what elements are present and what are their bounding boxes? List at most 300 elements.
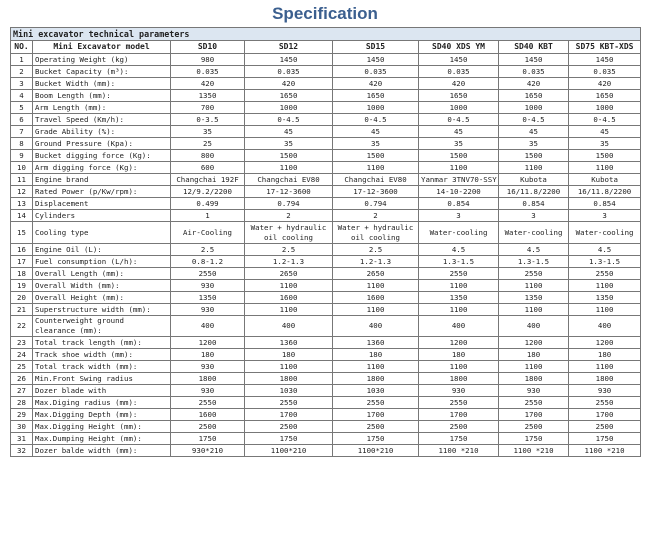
table-cell: 1360: [245, 337, 333, 349]
row-label: Dozer balde width (mm):: [33, 445, 171, 457]
table-cell: 800: [171, 150, 245, 162]
table-cell: 45: [569, 126, 641, 138]
table-cell: 1100 *210: [569, 445, 641, 457]
table-cell: 1360: [333, 337, 419, 349]
table-cell: 1800: [333, 373, 419, 385]
table-cell: 2550: [569, 397, 641, 409]
table-cell: 2550: [499, 397, 569, 409]
row-number: 23: [11, 337, 33, 349]
table-row: [11, 280, 641, 292]
table-cell: 0-4.5: [419, 114, 499, 126]
row-number: 9: [11, 150, 33, 162]
table-cell: 930: [171, 280, 245, 292]
table-cell: 400: [499, 316, 569, 337]
row-label: Boom Length (mm):: [33, 90, 171, 102]
table-cell: 1800: [245, 373, 333, 385]
row-number: 28: [11, 397, 33, 409]
table-row: [11, 445, 641, 457]
table-cell: 1.3-1.5: [569, 256, 641, 268]
row-label: Max.Dumping Height (mm):: [33, 433, 171, 445]
row-number: 10: [11, 162, 33, 174]
table-row: [11, 66, 641, 78]
table-cell: 45: [499, 126, 569, 138]
table-cell: 1100: [245, 361, 333, 373]
column-header: NO.: [11, 41, 33, 54]
table-cell: 0-4.5: [569, 114, 641, 126]
table-row: [11, 397, 641, 409]
table-row: [11, 210, 641, 222]
row-number: 6: [11, 114, 33, 126]
row-label: Overall Width (mm):: [33, 280, 171, 292]
row-number: 18: [11, 268, 33, 280]
table-cell: 2550: [419, 397, 499, 409]
table-cell: 2.5: [245, 244, 333, 256]
table-cell: 0.035: [333, 66, 419, 78]
row-label: Overall Length (mm):: [33, 268, 171, 280]
row-number: 8: [11, 138, 33, 150]
table-cell: 1500: [419, 150, 499, 162]
table-cell: 1450: [419, 54, 499, 66]
table-cell: 1800: [569, 373, 641, 385]
table-cell: 1100*210: [333, 445, 419, 457]
table-cell: 1100: [499, 361, 569, 373]
table-row: [11, 361, 641, 373]
table-row: [11, 304, 641, 316]
table-cell: Kubota: [499, 174, 569, 186]
table-cell: 1.2-1.3: [245, 256, 333, 268]
table-cell: 1100: [569, 361, 641, 373]
table-cell: 1100*210: [245, 445, 333, 457]
table-cell: 180: [333, 349, 419, 361]
row-label: Operating Weight (kg): [33, 54, 171, 66]
table-cell: 930: [171, 385, 245, 397]
table-cell: 16/11.8/2200: [499, 186, 569, 198]
row-label: Engine brand: [33, 174, 171, 186]
table-cell: 45: [419, 126, 499, 138]
table-cell: 1350: [171, 90, 245, 102]
table-cell: 1350: [171, 292, 245, 304]
table-cell: 1500: [499, 150, 569, 162]
table-cell: Water + hydraulic oil cooling: [245, 222, 333, 244]
table-cell: 2550: [245, 397, 333, 409]
table-cell: 1450: [245, 54, 333, 66]
table-cell: 1100: [333, 280, 419, 292]
table-row: [11, 174, 641, 186]
table-row: [11, 421, 641, 433]
table-cell: 0.854: [419, 198, 499, 210]
table-cell: 420: [333, 78, 419, 90]
table-row: [11, 268, 641, 280]
row-number: 27: [11, 385, 33, 397]
table-cell: 2550: [419, 268, 499, 280]
table-cell: 1700: [419, 409, 499, 421]
table-cell: Changchai 192F: [171, 174, 245, 186]
table-cell: 930: [171, 361, 245, 373]
table-cell: 1350: [499, 292, 569, 304]
table-cell: 1600: [171, 409, 245, 421]
row-label: Counterweight ground clearance (mm):: [33, 316, 171, 337]
table-cell: 2550: [171, 397, 245, 409]
table-row: [11, 186, 641, 198]
table-row: [11, 138, 641, 150]
table-cell: 3: [569, 210, 641, 222]
page-title: Specification: [272, 4, 378, 23]
table-cell: 35: [245, 138, 333, 150]
table-cell: 3: [499, 210, 569, 222]
table-cell: 1030: [245, 385, 333, 397]
table-row: [11, 244, 641, 256]
table-cell: 1100: [419, 361, 499, 373]
table-cell: 1100: [333, 361, 419, 373]
table-cell: 420: [569, 78, 641, 90]
table-cell: 930: [499, 385, 569, 397]
column-header: Mini Excavator model: [33, 41, 171, 54]
row-label: Arm digging force (Kg):: [33, 162, 171, 174]
table-cell: 4.5: [419, 244, 499, 256]
table-cell: 930*210: [171, 445, 245, 457]
column-header: SD75 KBT-XDS: [569, 41, 641, 54]
table-cell: 1800: [419, 373, 499, 385]
table-header-row: [11, 41, 641, 54]
table-cell: 1750: [569, 433, 641, 445]
table-cell: 400: [245, 316, 333, 337]
table-cell: 1600: [333, 292, 419, 304]
table-cell: 1450: [569, 54, 641, 66]
row-label: Overall Height (mm):: [33, 292, 171, 304]
table-cell: 1000: [419, 102, 499, 114]
table-cell: 1350: [419, 292, 499, 304]
row-label: Total track length (mm):: [33, 337, 171, 349]
table-cell: 1100: [245, 280, 333, 292]
table-row: [11, 162, 641, 174]
row-label: Grade Ability (%):: [33, 126, 171, 138]
table-cell: 930: [569, 385, 641, 397]
table-cell: 45: [333, 126, 419, 138]
table-cell: 4.5: [569, 244, 641, 256]
column-header: SD15: [333, 41, 419, 54]
table-cell: 400: [171, 316, 245, 337]
table-cell: 2550: [333, 397, 419, 409]
table-cell: 2550: [171, 268, 245, 280]
column-header: SD10: [171, 41, 245, 54]
table-cell: 700: [171, 102, 245, 114]
table-cell: 16/11.8/2200: [569, 186, 641, 198]
row-label: Max.Digging Height (mm):: [33, 421, 171, 433]
row-label: Rated Power (p/Kw/rpm):: [33, 186, 171, 198]
table-cell: 0.8-1.2: [171, 256, 245, 268]
table-cell: 1650: [569, 90, 641, 102]
table-cell: 1650: [333, 90, 419, 102]
column-header: SD40 KBT: [499, 41, 569, 54]
table-cell: 1500: [245, 150, 333, 162]
row-label: Bucket Width (mm):: [33, 78, 171, 90]
table-cell: 1750: [171, 433, 245, 445]
row-number: 15: [11, 222, 33, 244]
table-cell: 0.794: [245, 198, 333, 210]
row-number: 12: [11, 186, 33, 198]
table-cell: 2: [245, 210, 333, 222]
row-label: Max.Digging Depth (mm):: [33, 409, 171, 421]
table-cell: 0.035: [419, 66, 499, 78]
table-cell: 1750: [499, 433, 569, 445]
table-cell: 17-12-3600: [245, 186, 333, 198]
table-cell: 2650: [245, 268, 333, 280]
table-cell: 1200: [419, 337, 499, 349]
table-row: [11, 433, 641, 445]
table-cell: 1100: [245, 304, 333, 316]
table-cell: 1100 *210: [499, 445, 569, 457]
table-row: [11, 385, 641, 397]
table-cell: 25: [171, 138, 245, 150]
table-cell: 1100 *210: [419, 445, 499, 457]
table-cell: 45: [245, 126, 333, 138]
table-cell: Water-cooling: [419, 222, 499, 244]
table-cell: 35: [333, 138, 419, 150]
row-label: Superstructure width (mm):: [33, 304, 171, 316]
spec-table: [10, 27, 641, 457]
table-cell: 1200: [171, 337, 245, 349]
row-number: 22: [11, 316, 33, 337]
table-cell: 1100: [245, 162, 333, 174]
table-cell: 2550: [569, 268, 641, 280]
table-cell: 2: [333, 210, 419, 222]
row-number: 14: [11, 210, 33, 222]
table-cell: 1000: [333, 102, 419, 114]
table-cell: 420: [245, 78, 333, 90]
table-cell: 1800: [499, 373, 569, 385]
table-cell: 0.035: [171, 66, 245, 78]
table-cell: 0.035: [569, 66, 641, 78]
table-cell: Yanmar 3TNV70-SSY: [419, 174, 499, 186]
row-label: Bucket Capacity (m³):: [33, 66, 171, 78]
row-number: 30: [11, 421, 33, 433]
table-row: [11, 78, 641, 90]
table-cell: 1100: [419, 280, 499, 292]
row-number: 5: [11, 102, 33, 114]
table-row: [11, 222, 641, 244]
table-cell: 35: [499, 138, 569, 150]
table-cell: 1600: [245, 292, 333, 304]
table-cell: Changchai EV80: [333, 174, 419, 186]
table-cell: Water + hydraulic oil cooling: [333, 222, 419, 244]
table-cell: Air-Cooling: [171, 222, 245, 244]
table-cell: 1750: [419, 433, 499, 445]
table-row: [11, 54, 641, 66]
table-cell: 1200: [499, 337, 569, 349]
table-cell: 0-4.5: [499, 114, 569, 126]
row-label: Ground Pressure (Kpa):: [33, 138, 171, 150]
table-cell: 180: [245, 349, 333, 361]
table-cell: 1100: [499, 280, 569, 292]
table-cell: 1100: [499, 304, 569, 316]
table-row: [11, 373, 641, 385]
row-label: Travel Speed (Km/h):: [33, 114, 171, 126]
table-cell: 1100: [419, 162, 499, 174]
table-row: [11, 150, 641, 162]
row-number: 24: [11, 349, 33, 361]
table-cell: 35: [569, 138, 641, 150]
table-cell: 1650: [245, 90, 333, 102]
table-cell: 1.3-1.5: [499, 256, 569, 268]
table-cell: 2500: [333, 421, 419, 433]
row-label: Cylinders: [33, 210, 171, 222]
table-cell: 1700: [569, 409, 641, 421]
table-row: [11, 90, 641, 102]
row-label: Total track width (mm):: [33, 361, 171, 373]
row-number: 25: [11, 361, 33, 373]
table-cell: 1450: [499, 54, 569, 66]
table-cell: 420: [171, 78, 245, 90]
table-cell: 1450: [333, 54, 419, 66]
table-cell: 1000: [499, 102, 569, 114]
row-label: Cooling type: [33, 222, 171, 244]
row-label: Min.Front Swing radius: [33, 373, 171, 385]
row-number: 3: [11, 78, 33, 90]
row-number: 2: [11, 66, 33, 78]
row-label: Track shoe width (mm):: [33, 349, 171, 361]
table-row: [11, 292, 641, 304]
table-row: [11, 198, 641, 210]
row-label: Bucket digging force (Kg):: [33, 150, 171, 162]
table-cell: 2500: [569, 421, 641, 433]
table-cell: 1650: [419, 90, 499, 102]
table-cell: 2500: [245, 421, 333, 433]
table-cell: Water-cooling: [499, 222, 569, 244]
table-cell: 1100: [419, 304, 499, 316]
table-cell: 1500: [569, 150, 641, 162]
table-cell: 2500: [419, 421, 499, 433]
row-number: 4: [11, 90, 33, 102]
row-label: Engine Oil (L):: [33, 244, 171, 256]
table-cell: 1800: [171, 373, 245, 385]
row-number: 32: [11, 445, 33, 457]
table-cell: 1100: [499, 162, 569, 174]
table-cell: 0.499: [171, 198, 245, 210]
row-label: Arm Length (mm):: [33, 102, 171, 114]
table-cell: 1.3-1.5: [419, 256, 499, 268]
table-cell: 1030: [333, 385, 419, 397]
table-cell: 2.5: [333, 244, 419, 256]
table-cell: 0-4.5: [245, 114, 333, 126]
table-cell: 600: [171, 162, 245, 174]
table-cell: 1: [171, 210, 245, 222]
table-cell: 1750: [245, 433, 333, 445]
row-number: 13: [11, 198, 33, 210]
row-number: 21: [11, 304, 33, 316]
row-number: 29: [11, 409, 33, 421]
table-cell: 400: [419, 316, 499, 337]
table-cell: 180: [419, 349, 499, 361]
table-cell: 0.794: [333, 198, 419, 210]
table-cell: 1350: [569, 292, 641, 304]
table-row: [11, 349, 641, 361]
table-cell: 2500: [499, 421, 569, 433]
column-header: SD12: [245, 41, 333, 54]
table-caption-row: [11, 28, 641, 41]
table-cell: 1700: [333, 409, 419, 421]
table-cell: 1700: [245, 409, 333, 421]
row-number: 31: [11, 433, 33, 445]
table-cell: 400: [333, 316, 419, 337]
table-cell: 420: [499, 78, 569, 90]
row-number: 17: [11, 256, 33, 268]
table-row: [11, 102, 641, 114]
table-cell: 420: [419, 78, 499, 90]
table-row: [11, 126, 641, 138]
row-number: 7: [11, 126, 33, 138]
table-cell: 1100: [333, 304, 419, 316]
column-header: SD40 XDS YM: [419, 41, 499, 54]
table-cell: 14-10-2200: [419, 186, 499, 198]
table-cell: 180: [569, 349, 641, 361]
row-label: Displacement: [33, 198, 171, 210]
row-number: 20: [11, 292, 33, 304]
table-cell: 0-3.5: [171, 114, 245, 126]
table-cell: 1750: [333, 433, 419, 445]
table-row: [11, 409, 641, 421]
table-cell: 1650: [499, 90, 569, 102]
table-cell: 2500: [171, 421, 245, 433]
table-cell: 1500: [333, 150, 419, 162]
table-row: [11, 114, 641, 126]
row-number: 19: [11, 280, 33, 292]
table-row: [11, 316, 641, 337]
table-cell: 1.2-1.3: [333, 256, 419, 268]
table-cell: 980: [171, 54, 245, 66]
table-row: [11, 337, 641, 349]
row-number: 11: [11, 174, 33, 186]
table-cell: 1100: [569, 280, 641, 292]
row-label: Fuel consumption (L/h):: [33, 256, 171, 268]
table-cell: 930: [419, 385, 499, 397]
table-cell: Water-cooling: [569, 222, 641, 244]
table-cell: 2550: [499, 268, 569, 280]
table-cell: 1100: [569, 162, 641, 174]
table-cell: 180: [499, 349, 569, 361]
table-cell: 35: [171, 126, 245, 138]
row-number: 26: [11, 373, 33, 385]
table-cell: 12/9.2/2200: [171, 186, 245, 198]
table-cell: 2.5: [171, 244, 245, 256]
table-cell: 1700: [499, 409, 569, 421]
table-cell: 1100: [333, 162, 419, 174]
table-cell: 930: [171, 304, 245, 316]
table-cell: 2650: [333, 268, 419, 280]
table-cell: 17-12-3600: [333, 186, 419, 198]
table-cell: 0.854: [499, 198, 569, 210]
row-number: 16: [11, 244, 33, 256]
table-cell: 0.035: [245, 66, 333, 78]
table-cell: 1000: [569, 102, 641, 114]
table-cell: 0.854: [569, 198, 641, 210]
table-cell: 4.5: [499, 244, 569, 256]
table-cell: Kubota: [569, 174, 641, 186]
row-number: 1: [11, 54, 33, 66]
table-cell: 1000: [245, 102, 333, 114]
table-cell: 0.035: [499, 66, 569, 78]
table-caption: Mini excavator technical parameters: [11, 28, 641, 41]
table-cell: 400: [569, 316, 641, 337]
table-cell: 180: [171, 349, 245, 361]
table-cell: 35: [419, 138, 499, 150]
table-cell: 3: [419, 210, 499, 222]
table-cell: Changchai EV80: [245, 174, 333, 186]
table-row: [11, 256, 641, 268]
table-cell: 1100: [569, 304, 641, 316]
table-cell: 1200: [569, 337, 641, 349]
row-label: Dozer blade with: [33, 385, 171, 397]
row-label: Max.Diging radius (mm):: [33, 397, 171, 409]
